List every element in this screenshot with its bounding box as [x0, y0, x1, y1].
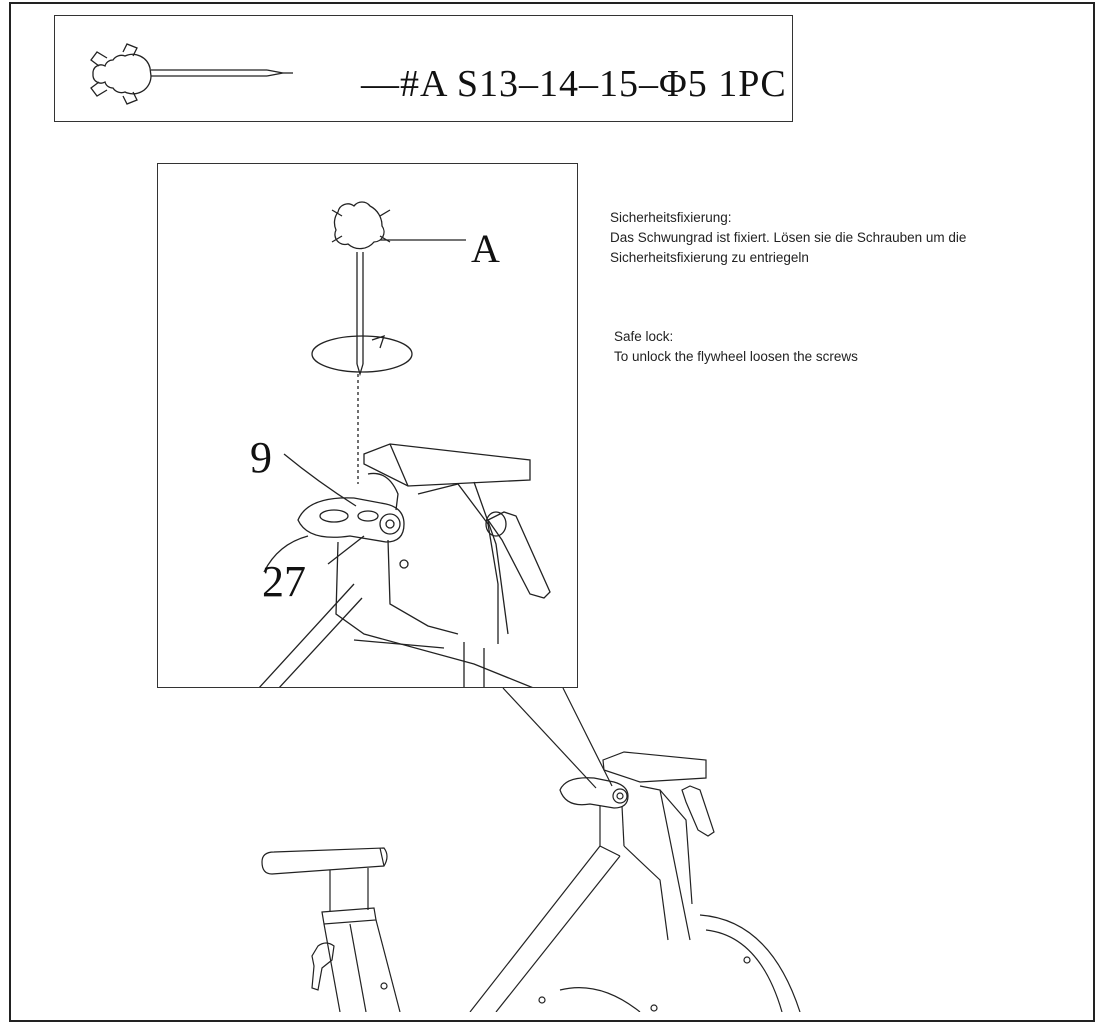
instructions-en	[614, 327, 1084, 367]
instructions-de-heading: Sicherheitsfixierung:	[610, 210, 732, 225]
instructions-en-line1: To unlock the flywheel loosen the screws	[614, 349, 858, 364]
instructions-de-line1: Das Schwungrad ist fixiert. Lösen sie die Schrauben um die	[610, 230, 967, 245]
callout-part-27: 27	[262, 557, 306, 606]
callout-part-9: 9	[250, 433, 272, 482]
instructions-de	[610, 208, 1080, 268]
tool-label: —#A S13–14–15–Φ5 1PC	[361, 63, 787, 105]
instructions-de-line2: Sicherheitsfixierung zu entriegeln	[610, 250, 809, 265]
callout-a: A	[471, 226, 500, 271]
instructions-en-heading: Safe lock:	[614, 329, 674, 344]
